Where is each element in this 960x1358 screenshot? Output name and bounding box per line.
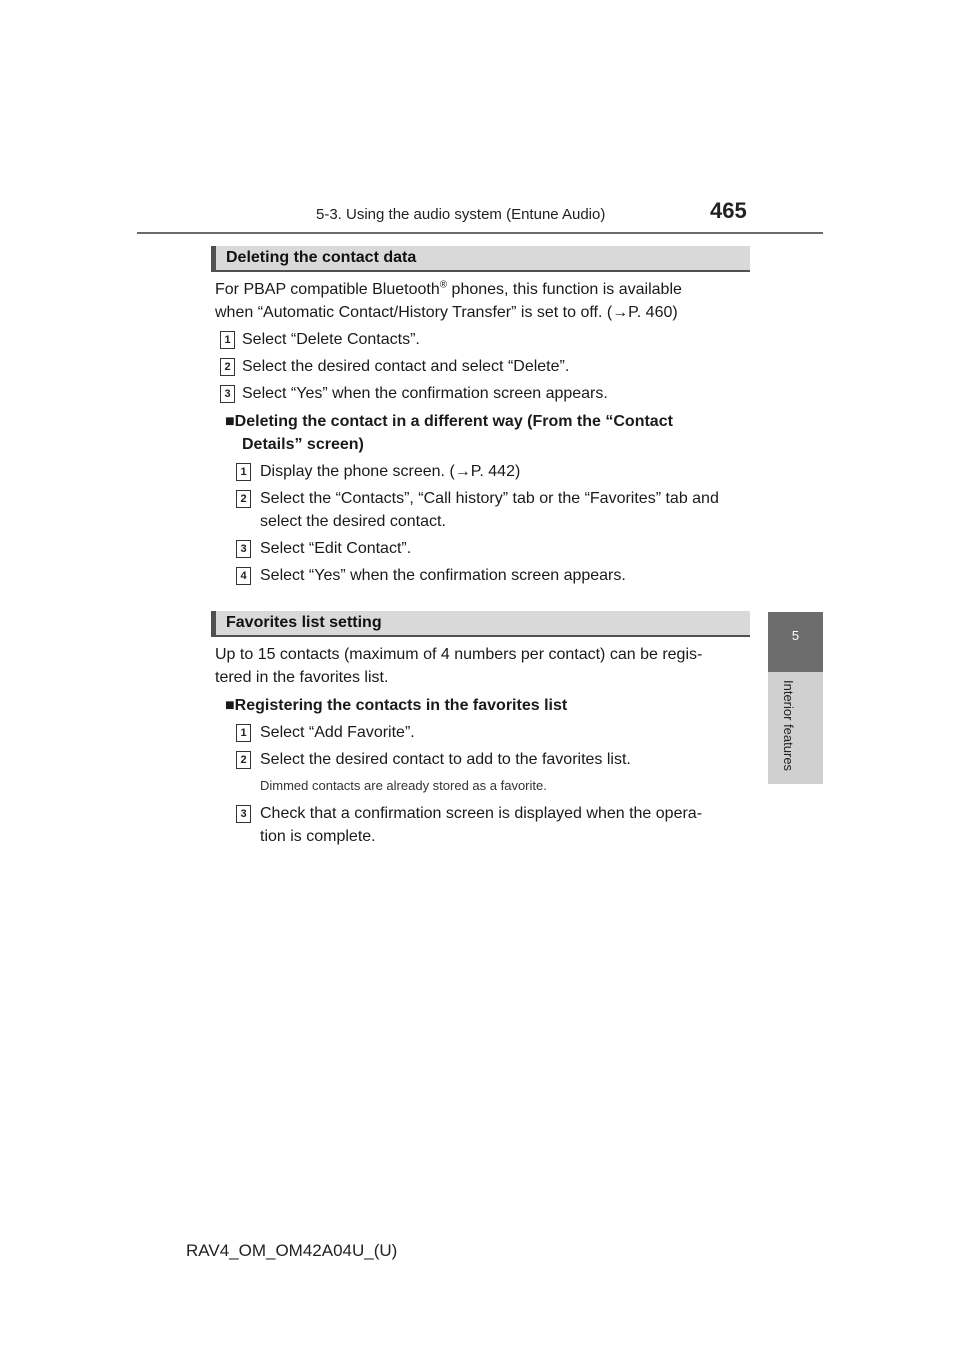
document-code: RAV4_OM_OM42A04U_(U) (186, 1241, 398, 1260)
section-heading-text: Deleting the contact data (226, 249, 417, 266)
step-text: Display the phone screen. (→P. 442) (260, 463, 521, 480)
step-number-box: 4 (236, 567, 251, 585)
step-text: Select the desired contact to add to the favorites list. (260, 751, 631, 768)
step-text: Select “Delete Contacts”. (242, 331, 420, 348)
step-number-box: 3 (236, 540, 251, 558)
section-heading-deleting-contacts (211, 246, 750, 272)
chapter-label: Interior features (781, 680, 796, 772)
intro-text-b: phones, this function is available (447, 281, 682, 298)
sub-heading-line1: ■Deleting the contact in a different way (From the “Contact (225, 413, 673, 430)
step-number-box: 2 (236, 490, 251, 508)
section2-intro-line1: Up to 15 contacts (maximum of 4 numbers per contact) can be regis- (215, 646, 703, 663)
step-number-box: 1 (220, 331, 235, 349)
page-number: 465 (710, 198, 747, 223)
step-note: Dimmed contacts are already stored as a favorite. (260, 778, 547, 793)
section-heading-favorites (211, 611, 750, 637)
step-number-box: 2 (220, 358, 235, 376)
step-text-continued: tion is complete. (260, 828, 376, 845)
step-text: Select “Yes” when the confirmation screen appears. (260, 567, 626, 584)
step-text-continued: select the desired contact. (260, 513, 446, 530)
sub-heading-favorites: ■Registering the contacts in the favorites list (225, 697, 568, 714)
intro-text-a: For PBAP compatible Bluetooth (215, 281, 440, 298)
step-text: Select “Add Favorite”. (260, 724, 415, 741)
step-text: Select the desired contact and select “Delete”. (242, 358, 570, 375)
running-header: 5-3. Using the audio system (Entune Audio) (316, 206, 606, 223)
sub-heading-line2: Details” screen) (242, 436, 364, 453)
section-heading-text: Favorites list setting (226, 614, 382, 631)
chapter-number: 5 (791, 628, 800, 643)
step-number-box: 2 (236, 751, 251, 769)
section1-intro-line1 (215, 278, 745, 301)
step-text: Select “Yes” when the confirmation screen appears. (242, 385, 608, 402)
step-number-box: 3 (236, 805, 251, 823)
section2-intro-line2: tered in the favorites list. (215, 669, 389, 686)
step-number-box: 3 (220, 385, 235, 403)
registered-mark: ® (439, 279, 448, 291)
section1-intro-line2: when “Automatic Contact/History Transfer” is set to off. (→P. 460) (215, 304, 678, 321)
header-divider (137, 232, 823, 234)
step-number-box: 1 (236, 724, 251, 742)
step-text: Check that a confirmation screen is displayed when the opera- (260, 805, 703, 822)
step-text: Select “Edit Contact”. (260, 540, 412, 557)
step-number-box: 1 (236, 463, 251, 481)
step-text: Select the “Contacts”, “Call history” tab or the “Favorites” tab and (260, 490, 719, 507)
